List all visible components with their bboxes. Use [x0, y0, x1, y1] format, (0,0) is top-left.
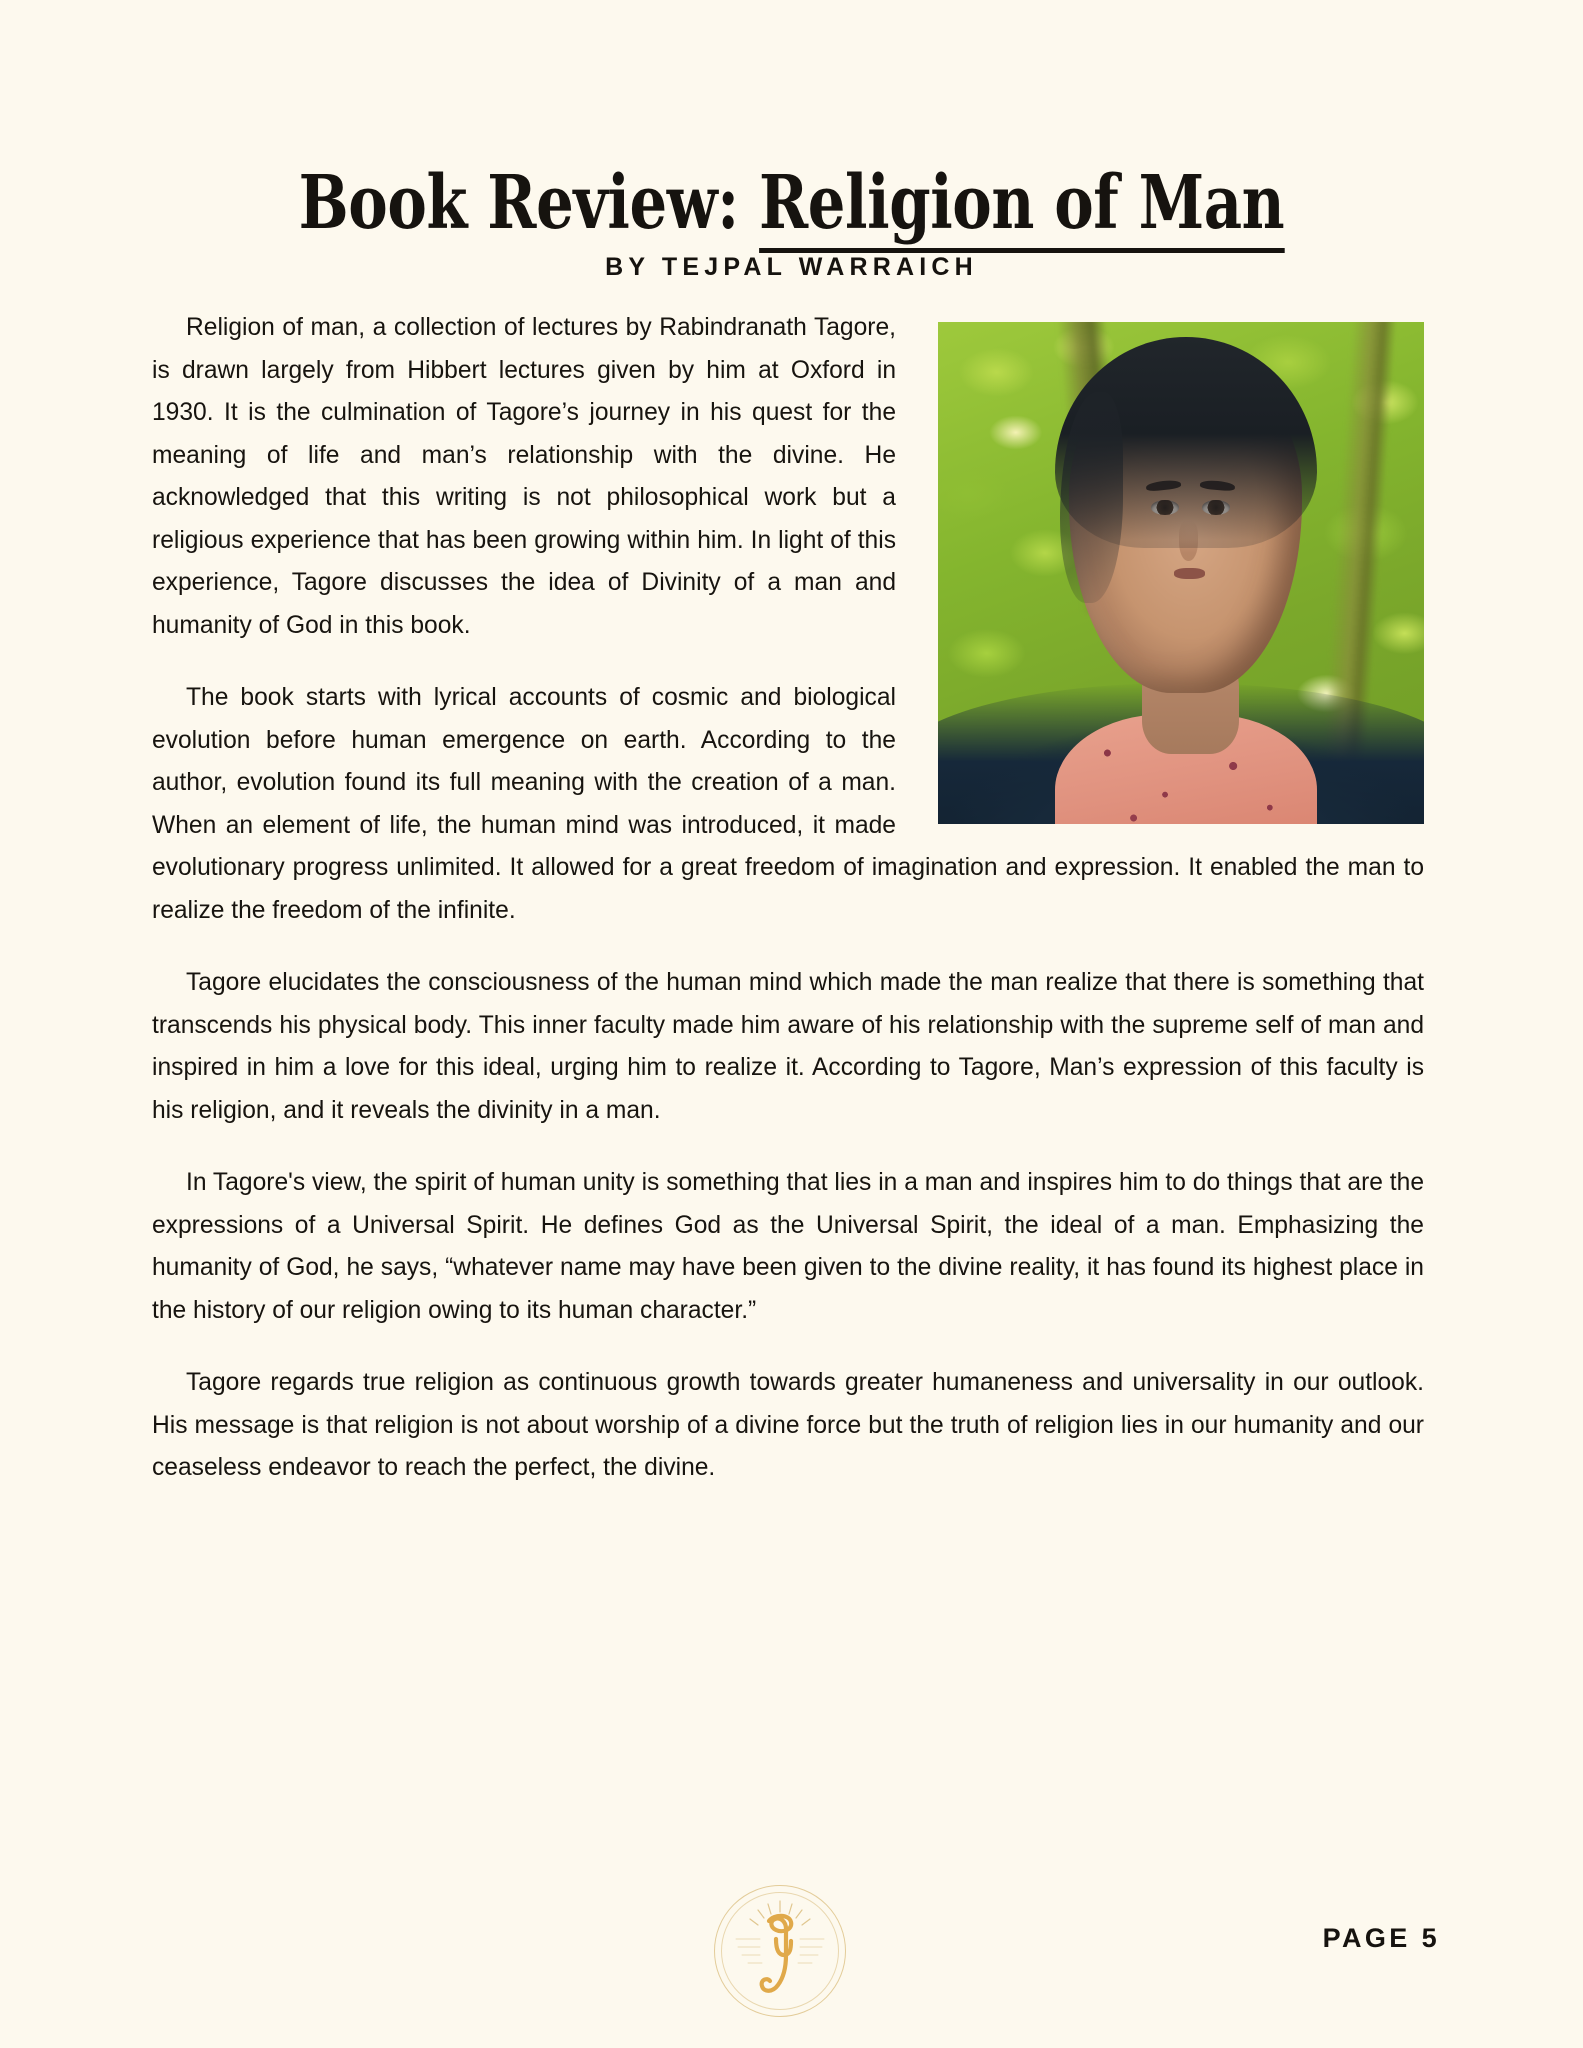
article-paragraph [152, 1162, 1424, 1332]
byline: BY TEJPAL WARRAICH [605, 253, 978, 281]
article-paragraph [152, 962, 1424, 1132]
footer-logo-icon [712, 1883, 848, 2019]
paragraph-text: Religion of man, a collection of lectures by Rabindranath Tagore, is drawn largely from Hibbert lectures given by him at Oxford in 1930. It is the culmination of Tagore’s journey in his quest for the meaning of life and man’s relationship with the divine. He acknowledged that this writing is not philosophical work but a religious experience that has been growing within him. In light of this experience, Tagore discusses the idea of Divinity of a man and humanity of God in this book. [152, 314, 896, 639]
paragraph-text: The book starts with lyrical accounts of cosmic and biological evolution before human emergence on earth. According to the author, evolution found its full meaning with the creation of a man. When an element of life, the human mind was introduced, it made evolutionary progress unlimited. It allowed for a great freedom of imagination and expression. It enabled the man to realize the freedom of the infinite. [152, 684, 1424, 924]
author-photo [938, 322, 1424, 824]
page-title-underlined: Religion of Man [759, 160, 1284, 253]
paragraph-text: In Tagore's view, the spirit of human unity is something that lies in a man and inspires him to do things that are the expressions of a Universal Spirit. He defines God as the Universal Spirit, the ideal of a man. Emphasizing the humanity of God, he says, “whatever name may have been given to the divine reality, it has found its highest place in the history of our religion owing to its human character.” [152, 1169, 1424, 1324]
page-number: PAGE 5 [1322, 1923, 1440, 1953]
paragraph-text: Tagore elucidates the consciousness of the human mind which made the man realize that there is something that transcends his physical body. This inner faculty made him aware of his relationship with the supreme self of man and inspired in him a love for this ideal, urging him to realize it. According to Tagore, Man’s expression of this faculty is his religion, and it reveals the divinity in a man. [152, 969, 1424, 1124]
paragraph-text: Tagore regards true religion as continuous growth towards greater humaneness and universality in our outlook. His message is that religion is not about worship of a divine force but the truth of religion lies in our humanity and our ceaseless endeavor to reach the perfect, the divine. [152, 1369, 1424, 1481]
photo-mouth [1174, 568, 1204, 579]
article-body [152, 307, 1424, 1490]
page-title-plain: Book Review: [298, 159, 759, 246]
article-paragraph [152, 1362, 1424, 1490]
page-title [158, 159, 1424, 246]
